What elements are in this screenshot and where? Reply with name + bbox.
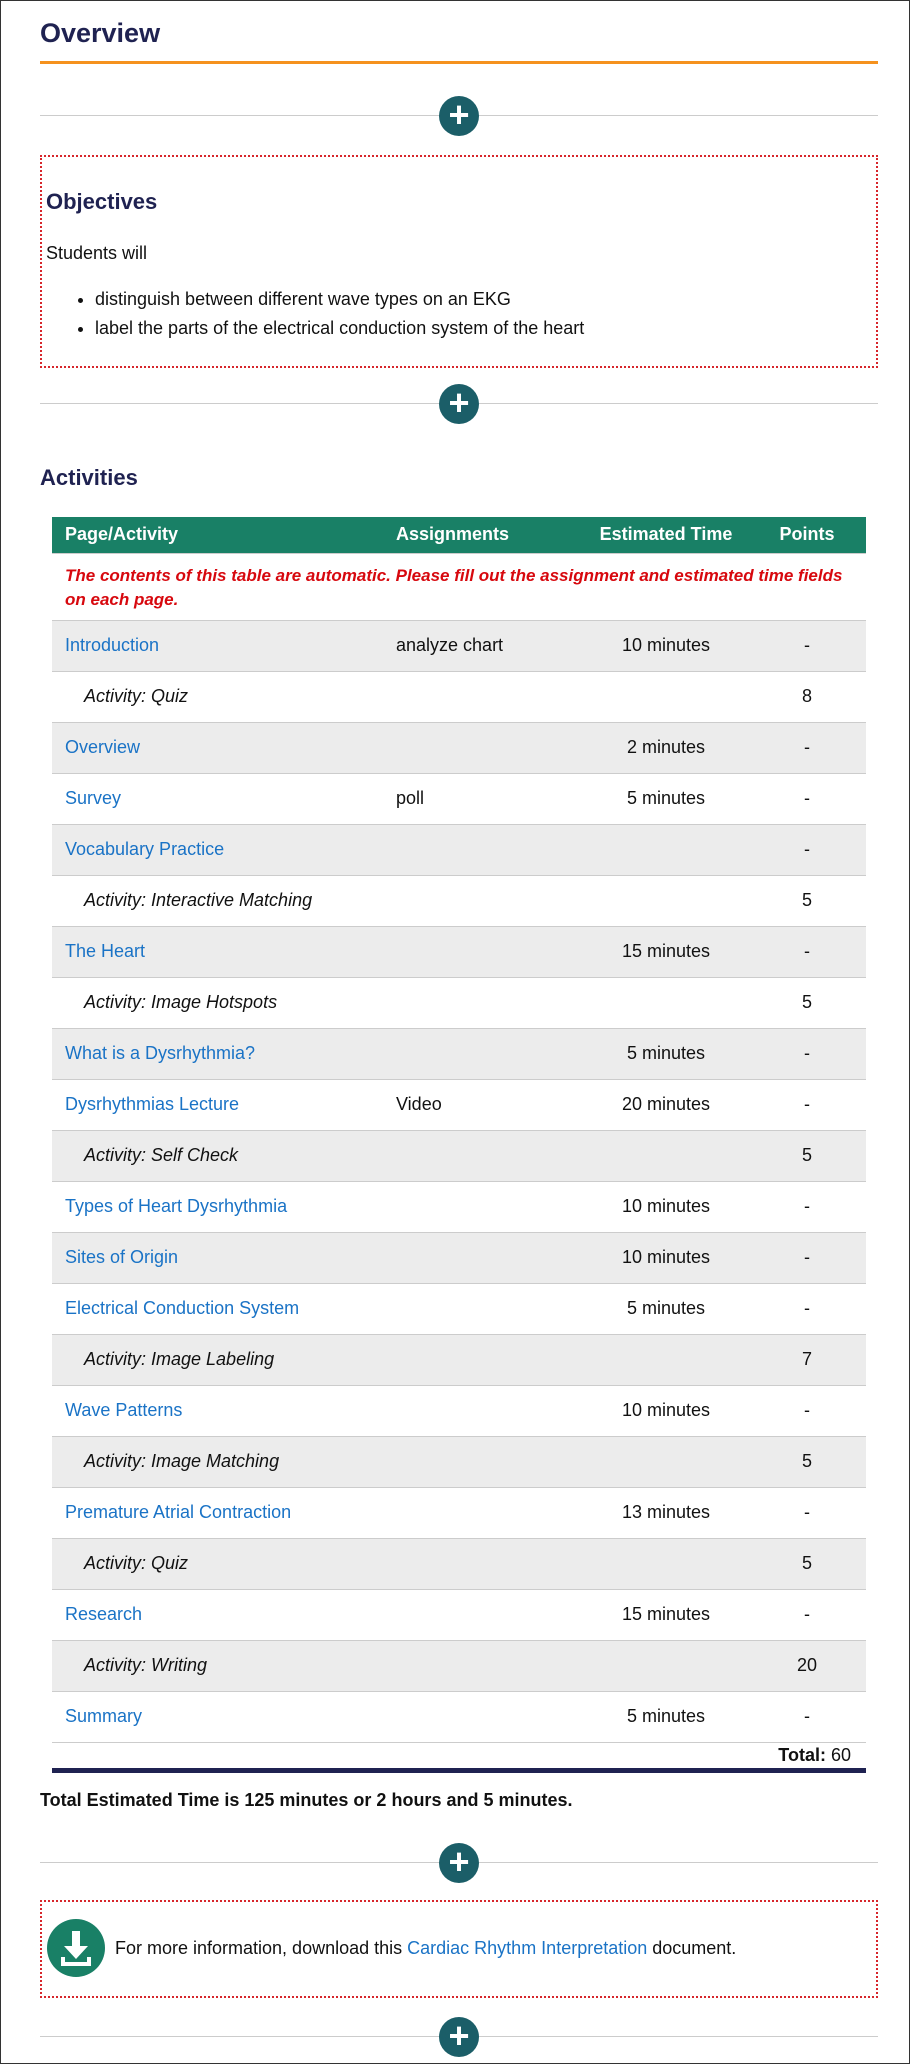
assignment-cell: poll [383, 773, 584, 824]
points-cell: - [748, 722, 866, 773]
assignment-cell [383, 1487, 584, 1538]
table-row [52, 1589, 866, 1640]
points-cell: 8 [748, 671, 866, 722]
assignment-cell [383, 875, 584, 926]
activities-table [52, 517, 866, 1773]
points-cell: 5 [748, 875, 866, 926]
col-page-header: Page/Activity [52, 517, 383, 553]
page-link[interactable]: Sites of Origin [52, 1232, 383, 1283]
table-header-row [52, 517, 866, 553]
table-row [52, 1691, 866, 1742]
page-link[interactable]: Overview [52, 722, 383, 773]
table-row [52, 1232, 866, 1283]
page-link[interactable]: Survey [52, 773, 383, 824]
table-row [52, 1487, 866, 1538]
total-row [52, 1742, 866, 1770]
objective-item: • distinguish between different wave types on an EKG [95, 289, 584, 310]
time-cell [584, 1334, 748, 1385]
assignment-cell [383, 671, 584, 722]
points-cell: 5 [748, 977, 866, 1028]
objective-item: • label the parts of the electrical conduction system of the heart [95, 318, 584, 339]
time-cell: 15 minutes [584, 1589, 748, 1640]
points-cell: 7 [748, 1334, 866, 1385]
time-cell: 10 minutes [584, 1385, 748, 1436]
points-cell: - [748, 1589, 866, 1640]
time-cell [584, 1130, 748, 1181]
section-divider [40, 1843, 878, 1883]
assignment-cell [383, 1028, 584, 1079]
time-cell: 5 minutes [584, 1691, 748, 1742]
points-cell: - [748, 1079, 866, 1130]
objectives-intro: Students will [46, 243, 148, 263]
assignment-cell [383, 722, 584, 773]
table-row [52, 773, 866, 824]
points-cell: 20 [748, 1640, 866, 1691]
total-estimated-time: Total Estimated Time is 125 minutes or 2 hours and 5 minutes. [40, 1790, 573, 1810]
section-divider [40, 96, 878, 136]
time-cell: 10 minutes [584, 1181, 748, 1232]
table-row [52, 1028, 866, 1079]
page-title: Overview [40, 18, 161, 48]
time-cell [584, 1436, 748, 1487]
download-suffix: document. [647, 1938, 737, 1958]
time-cell: 5 minutes [584, 1028, 748, 1079]
assignment-cell: analyze chart [383, 620, 584, 671]
page-link[interactable]: Vocabulary Practice [52, 824, 383, 875]
activity-name: Activity: Image Hotspots [52, 977, 383, 1028]
assignment-cell: Video [383, 1079, 584, 1130]
time-cell [584, 977, 748, 1028]
time-cell: 2 minutes [584, 722, 748, 773]
activity-row [52, 1334, 866, 1385]
points-cell: - [748, 1487, 866, 1538]
table-row [52, 824, 866, 875]
assignment-cell [383, 926, 584, 977]
points-cell: - [748, 926, 866, 977]
activity-row [52, 671, 866, 722]
table-row [52, 1385, 866, 1436]
time-cell: 10 minutes [584, 620, 748, 671]
activity-name: Activity: Writing [52, 1640, 383, 1691]
table-row [52, 926, 866, 977]
time-cell [584, 1538, 748, 1589]
time-cell: 5 minutes [584, 773, 748, 824]
activities-title: Activities [40, 465, 138, 490]
time-cell: 13 minutes [584, 1487, 748, 1538]
time-cell: 5 minutes [584, 1283, 748, 1334]
title-underline [40, 61, 878, 64]
page-link[interactable]: Dysrhythmias Lecture [52, 1079, 383, 1130]
assignment-cell [383, 1691, 584, 1742]
points-cell: 5 [748, 1436, 866, 1487]
download-text [115, 1938, 736, 1959]
assignment-cell [383, 1640, 584, 1691]
table-row [52, 1079, 866, 1130]
table-row [52, 1181, 866, 1232]
table-row [52, 722, 866, 773]
page-link[interactable]: Research [52, 1589, 383, 1640]
activity-row [52, 1130, 866, 1181]
page-link[interactable]: Types of Heart Dysrhythmia [52, 1181, 383, 1232]
points-cell: - [748, 1232, 866, 1283]
table-note: The contents of this table are automatic. Please fill out the assignment and estimated time fields on each page. [52, 553, 866, 620]
download-prefix: For more information, download this [115, 1938, 408, 1958]
time-cell [584, 1640, 748, 1691]
points-cell: 5 [748, 1538, 866, 1589]
points-cell: - [748, 1691, 866, 1742]
plus-icon[interactable]: + [439, 96, 479, 136]
assignment-cell [383, 1538, 584, 1589]
col-assignments-header: Assignments [383, 517, 584, 553]
page-link[interactable]: Premature Atrial Contraction [52, 1487, 383, 1538]
assignment-cell [383, 824, 584, 875]
plus-icon[interactable]: + [439, 1843, 479, 1883]
page-link[interactable]: Wave Patterns [52, 1385, 383, 1436]
activity-row [52, 1538, 866, 1589]
page-link[interactable]: What is a Dysrhythmia? [52, 1028, 383, 1079]
assignment-cell [383, 1334, 584, 1385]
plus-icon[interactable]: + [439, 2017, 479, 2057]
activity-name: Activity: Self Check [52, 1130, 383, 1181]
activity-name: Activity: Image Matching [52, 1436, 383, 1487]
points-cell: 5 [748, 1130, 866, 1181]
page-link[interactable]: The Heart [52, 926, 383, 977]
activity-name: Activity: Interactive Matching [52, 875, 383, 926]
time-cell: 20 minutes [584, 1079, 748, 1130]
points-cell: - [748, 1385, 866, 1436]
plus-icon[interactable]: + [439, 384, 479, 424]
activity-row [52, 1640, 866, 1691]
total-label: Total: [778, 1744, 826, 1765]
assignment-cell [383, 1283, 584, 1334]
points-cell: - [748, 1181, 866, 1232]
total-value: 60 [830, 1744, 851, 1765]
points-cell: - [748, 1028, 866, 1079]
assignment-cell [383, 1589, 584, 1640]
points-cell: - [748, 824, 866, 875]
activity-name: Activity: Quiz [52, 1538, 383, 1589]
time-cell: 10 minutes [584, 1232, 748, 1283]
download-link[interactable]: Cardiac Rhythm Interpretation [407, 1938, 648, 1958]
section-divider [40, 384, 878, 424]
points-cell: - [748, 1283, 866, 1334]
page-link[interactable]: Electrical Conduction System [52, 1283, 383, 1334]
points-cell: - [748, 620, 866, 671]
objectives-list [95, 289, 584, 347]
points-cell: - [748, 773, 866, 824]
time-cell [584, 875, 748, 926]
page-link[interactable]: Introduction [52, 620, 383, 671]
time-cell [584, 671, 748, 722]
activity-row [52, 875, 866, 926]
assignment-cell [383, 977, 584, 1028]
activity-name: Activity: Image Labeling [52, 1334, 383, 1385]
table-row [52, 1283, 866, 1334]
objectives-box [40, 155, 878, 368]
time-cell: 15 minutes [584, 926, 748, 977]
assignment-cell [383, 1130, 584, 1181]
assignment-cell [383, 1181, 584, 1232]
col-time-header: Estimated Time [584, 517, 748, 553]
download-box [40, 1900, 878, 1998]
table-note-row [52, 553, 866, 620]
activity-name: Activity: Quiz [52, 671, 383, 722]
col-points-header: Points [748, 517, 866, 553]
download-icon[interactable] [47, 1919, 105, 1977]
assignment-cell [383, 1385, 584, 1436]
table-row [52, 620, 866, 671]
activity-row [52, 977, 866, 1028]
page-link[interactable]: Summary [52, 1691, 383, 1742]
activity-row [52, 1436, 866, 1487]
assignment-cell [383, 1436, 584, 1487]
objectives-title: Objectives [46, 189, 158, 214]
time-cell [584, 824, 748, 875]
assignment-cell [383, 1232, 584, 1283]
section-divider [40, 2017, 878, 2057]
